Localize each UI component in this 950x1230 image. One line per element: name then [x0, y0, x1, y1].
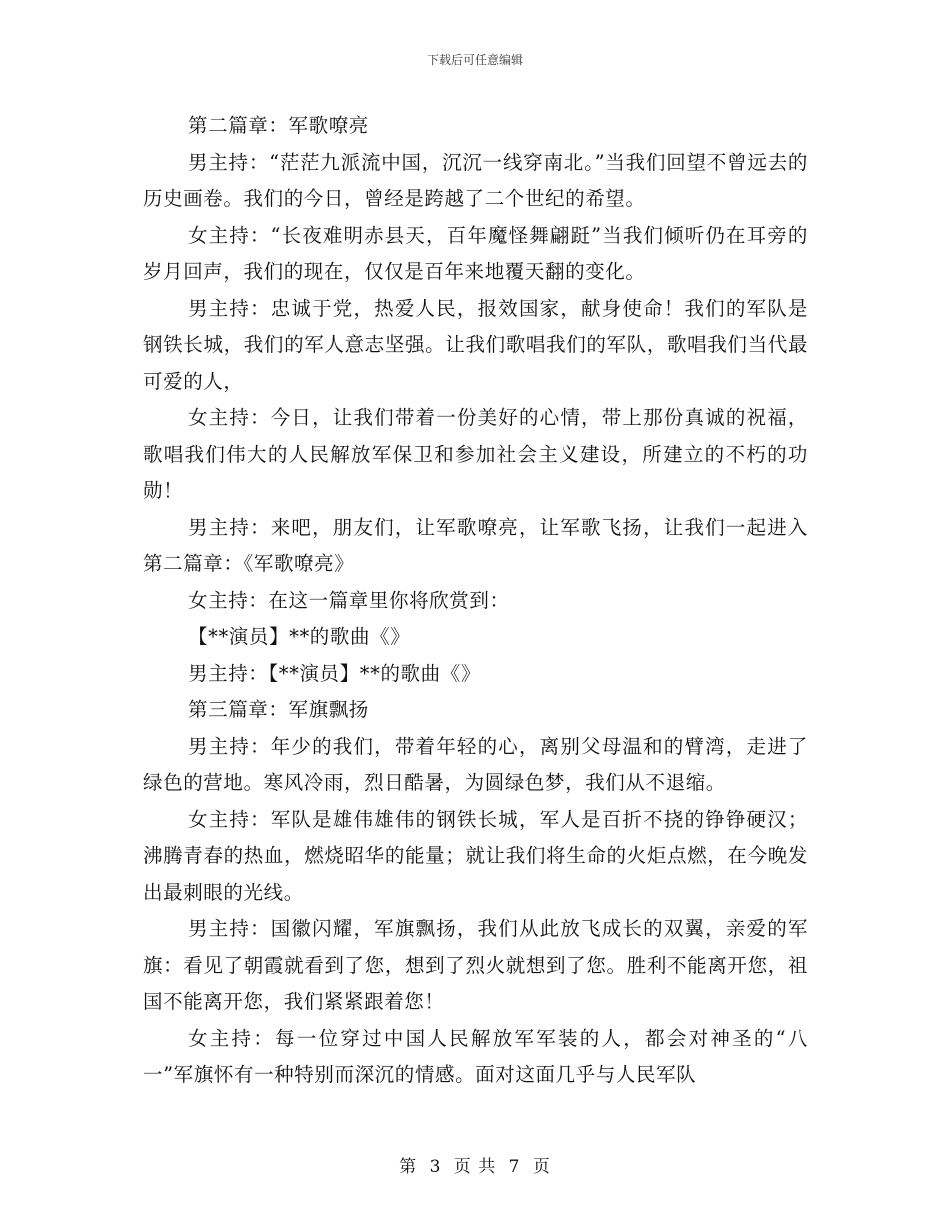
paragraph: 男主持：年少的我们，带着年轻的心，离别父母温和的臂湾，走进了绿色的营地。寒风冷雨，烈日酷暑，为圆绿色梦，我们从不退缩。 [143, 734, 808, 794]
paragraph: 女主持：每一位穿过中国人民解放军军装的人，都会对神圣的“八一”军旗怀有一种特别而深沉的情感。面对这面几乎与人民军队 [143, 1026, 808, 1086]
document-body [143, 108, 808, 1094]
page-header: 下载后可任意编辑 [426, 53, 523, 67]
page-footer [0, 1156, 950, 1178]
paragraph: 男主持：“茫茫九派流中国，沉沉一线穿南北。”当我们回望不曾远去的历史画卷。我们的今日，曾经是跨越了二个世纪的希望。 [143, 150, 808, 210]
paragraph: 男主持：忠诚于党，热爱人民，报效国家，献身使命！我们的军队是钢铁长城，我们的军人意志坚强。让我们歌唱我们的军队，歌唱我们当代最可爱的人， [143, 296, 808, 393]
program-item: 男主持：【**演员】**的歌曲《》 [188, 661, 481, 685]
footer-prefix: 第 [399, 1157, 418, 1177]
paragraph: 男主持：国徽闪耀，军旗飘扬，我们从此放飞成长的双翼，亲爱的军旗：看见了朝霞就看到了您，想到了烈火就想到了您。胜利不能离开您，祖国不能离开您，我们紧紧跟着您！ [143, 917, 808, 1013]
paragraph: 女主持：军队是雄伟雄伟的钢铁长城，军人是百折不挠的铮铮硬汉；沸腾青春的热血，燃烧昭华的能量；就让我们将生命的火炬点燃，在今晚发出最刺眼的光线。 [143, 807, 808, 904]
program-item: 【**演员】**的歌曲《》 [188, 625, 411, 648]
chapter-heading: 第二篇章：军歌嘹亮 [188, 114, 369, 137]
paragraph: 女主持：今日，让我们带着一份美好的心情，带上那份真诚的祝福，歌唱我们伟大的人民解放军保卫和参加社会主义建设，所建立的不朽的功勋！ [143, 406, 808, 502]
paragraph: 女主持：“长夜难明赤县天，百年魔怪舞翩跹”当我们倾听仍在耳旁的岁月回声，我们的现在，仅仅是百年来地覆天翻的变化。 [143, 223, 808, 283]
paragraph: 女主持：在这一篇章里你将欣赏到： [188, 588, 510, 612]
current-page-number: 3 [429, 1157, 442, 1177]
chapter-heading: 第三篇章：军旗飘扬 [188, 698, 369, 721]
paragraph: 男主持：来吧，朋友们，让军歌嘹亮，让军歌飞扬，让我们一起进入第二篇章：《军歌嘹亮》 [143, 515, 808, 575]
footer-suffix: 页 [532, 1157, 551, 1177]
footer-middle: 页 共 [453, 1157, 497, 1177]
total-pages-number: 7 [508, 1157, 521, 1177]
